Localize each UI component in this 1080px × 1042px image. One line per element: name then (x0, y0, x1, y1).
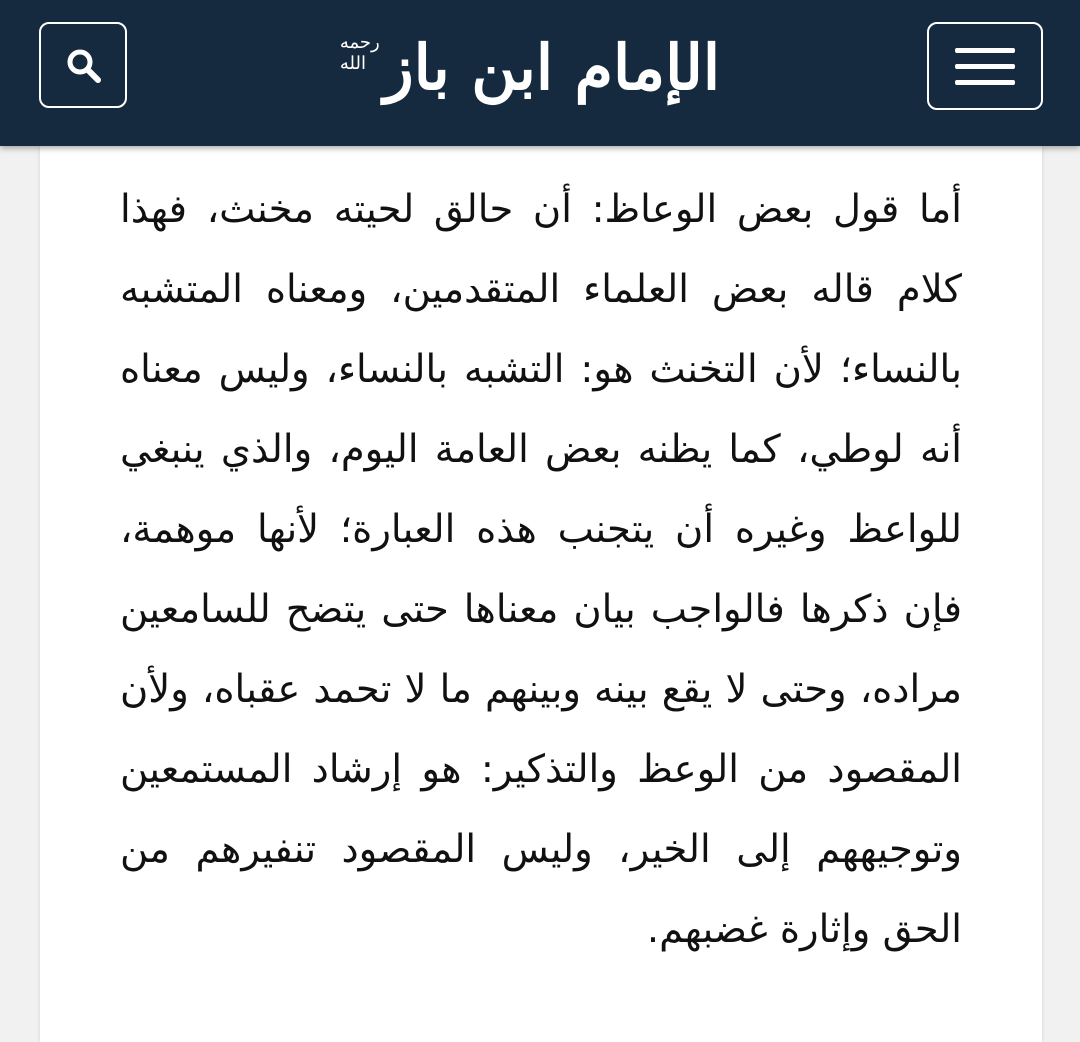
search-button[interactable] (39, 22, 127, 108)
site-header (0, 0, 1080, 146)
logo-text: الإمام ابن باز (383, 30, 721, 104)
search-icon (66, 48, 102, 84)
logo-honorific: رحمه الله (339, 32, 380, 74)
site-logo[interactable] (339, 8, 721, 126)
menu-button[interactable] (927, 22, 1043, 110)
article-card (40, 146, 1042, 1042)
article-paragraph: أما قول بعض الوعاظ: أن حالق لحيته مخنث، فهذا كلام قاله بعض العلماء المتقدمين، ومعناه المتشبه بالنساء؛ لأن التخنث هو: التشبه بالنساء، وليس معناه أنه لوطي، كما يظنه بعض العامة اليوم، والذي ينبغي للواعظ وغيره أن يتجنب هذه العبارة؛ لأنها موهمة، فإن ذكرها فالواجب بيان معناها حتى يتضح للسامعين مراده، وحتى لا يقع بينه وبينهم ما لا تحمد عقباه، ولأن المقصود من الوعظ والتذكير: هو إرشاد المستمعين وتوجيههم إلى الخير، وليس المقصود تنفيرهم من الحق وإثارة غضبهم. (120, 187, 962, 952)
